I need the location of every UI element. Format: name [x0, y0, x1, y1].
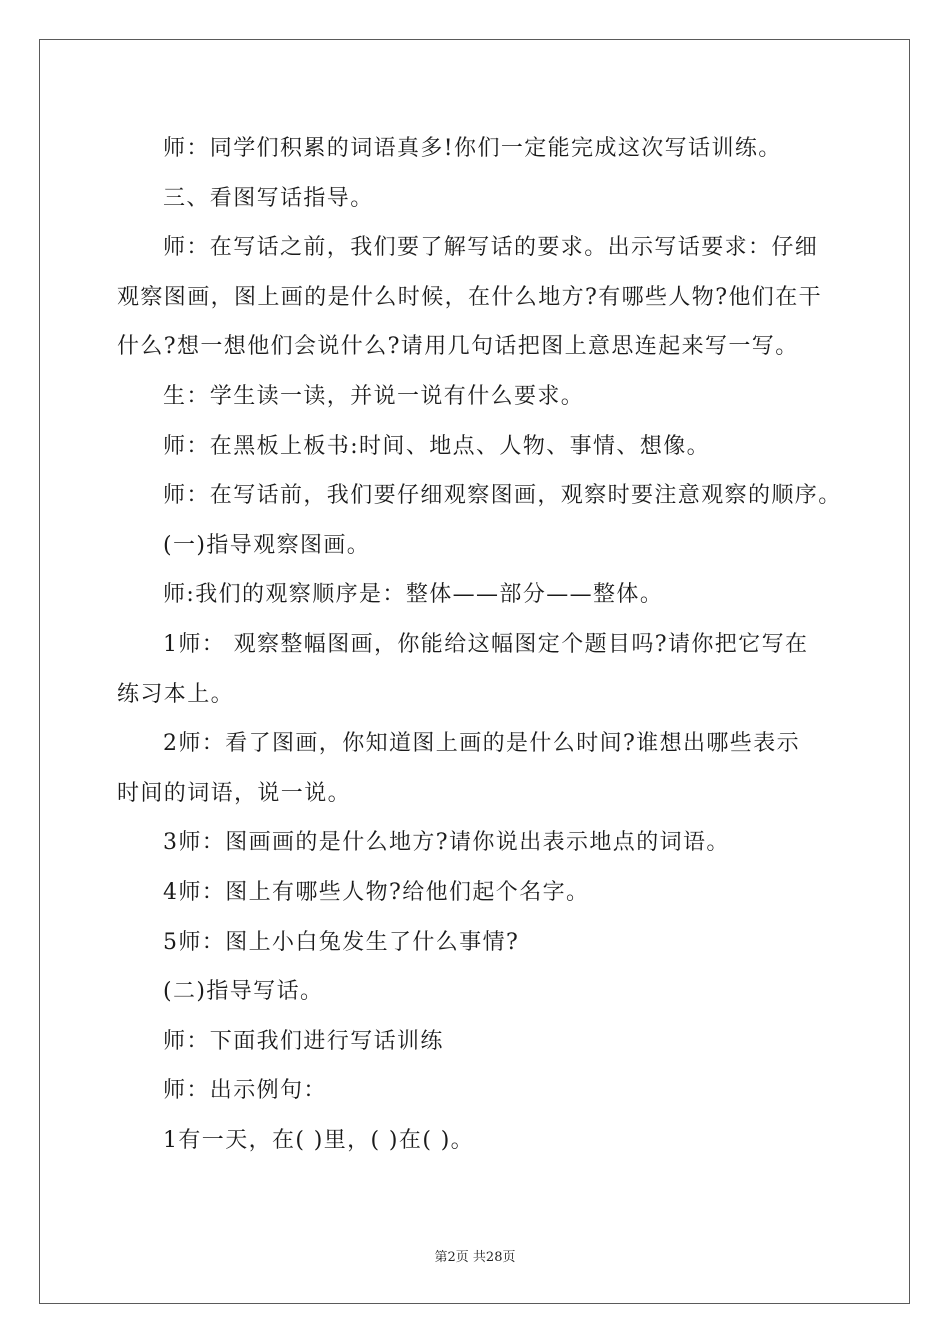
- paragraph: 1有一天，在( )里，( )在( )。: [163, 1127, 475, 1153]
- paragraph: 4师：图上有哪些人物?给他们起个名字。: [163, 879, 590, 905]
- paragraph-continuation: 什么?想一想他们会说什么?请用几句话把图上意思连起来写一写。: [117, 334, 799, 360]
- paragraph: 师：同学们积累的词语真多!你们一定能完成这次写话训练。: [163, 136, 782, 161]
- paragraph: 师：在写话前，我们要仔细观察图画，观察时要注意观察的顺序。: [163, 483, 842, 509]
- document-body: [117, 124, 852, 1165]
- paragraph-continuation: 时间的词语，说一说。: [117, 780, 352, 806]
- paragraph: 生：学生读一读，并说一说有什么要求。: [163, 383, 585, 409]
- paragraph: 师:我们的观察顺序是：整体——部分——整体。: [163, 582, 664, 608]
- paragraph: 2师：看了图画，你知道图上画的是什么时间?谁想出哪些表示: [163, 731, 800, 757]
- paragraph-continuation: 练习本上。: [117, 681, 235, 707]
- paragraph: 3师：图画画的是什么地方?请你说出表示地点的词语。: [163, 830, 730, 856]
- section-heading: 三、看图写话指导。: [163, 185, 374, 211]
- subsection-heading: (二)指导写话。: [163, 979, 324, 1005]
- paragraph: 5师：图上小白兔发生了什么事情?: [163, 929, 520, 955]
- subsection-heading: (一)指导观察图画。: [163, 532, 371, 558]
- paragraph: 1师： 观察整幅图画，你能给这幅图定个题目吗?请你把它写在: [163, 631, 809, 657]
- page-number-footer: 第2页 共28页: [434, 1250, 516, 1265]
- paragraph: 师：下面我们进行写话训练: [163, 1028, 444, 1054]
- paragraph: 师：在黑板上板书:时间、地点、人物、事情、想像。: [163, 433, 711, 459]
- paragraph: 师：出示例句：: [163, 1078, 327, 1104]
- paragraph: 师：在写话之前，我们要了解写话的要求。出示写话要求：仔细: [163, 235, 819, 261]
- paragraph-continuation: 观察图画，图上画的是什么时候，在什么地方?有哪些人物?他们在干: [117, 284, 822, 310]
